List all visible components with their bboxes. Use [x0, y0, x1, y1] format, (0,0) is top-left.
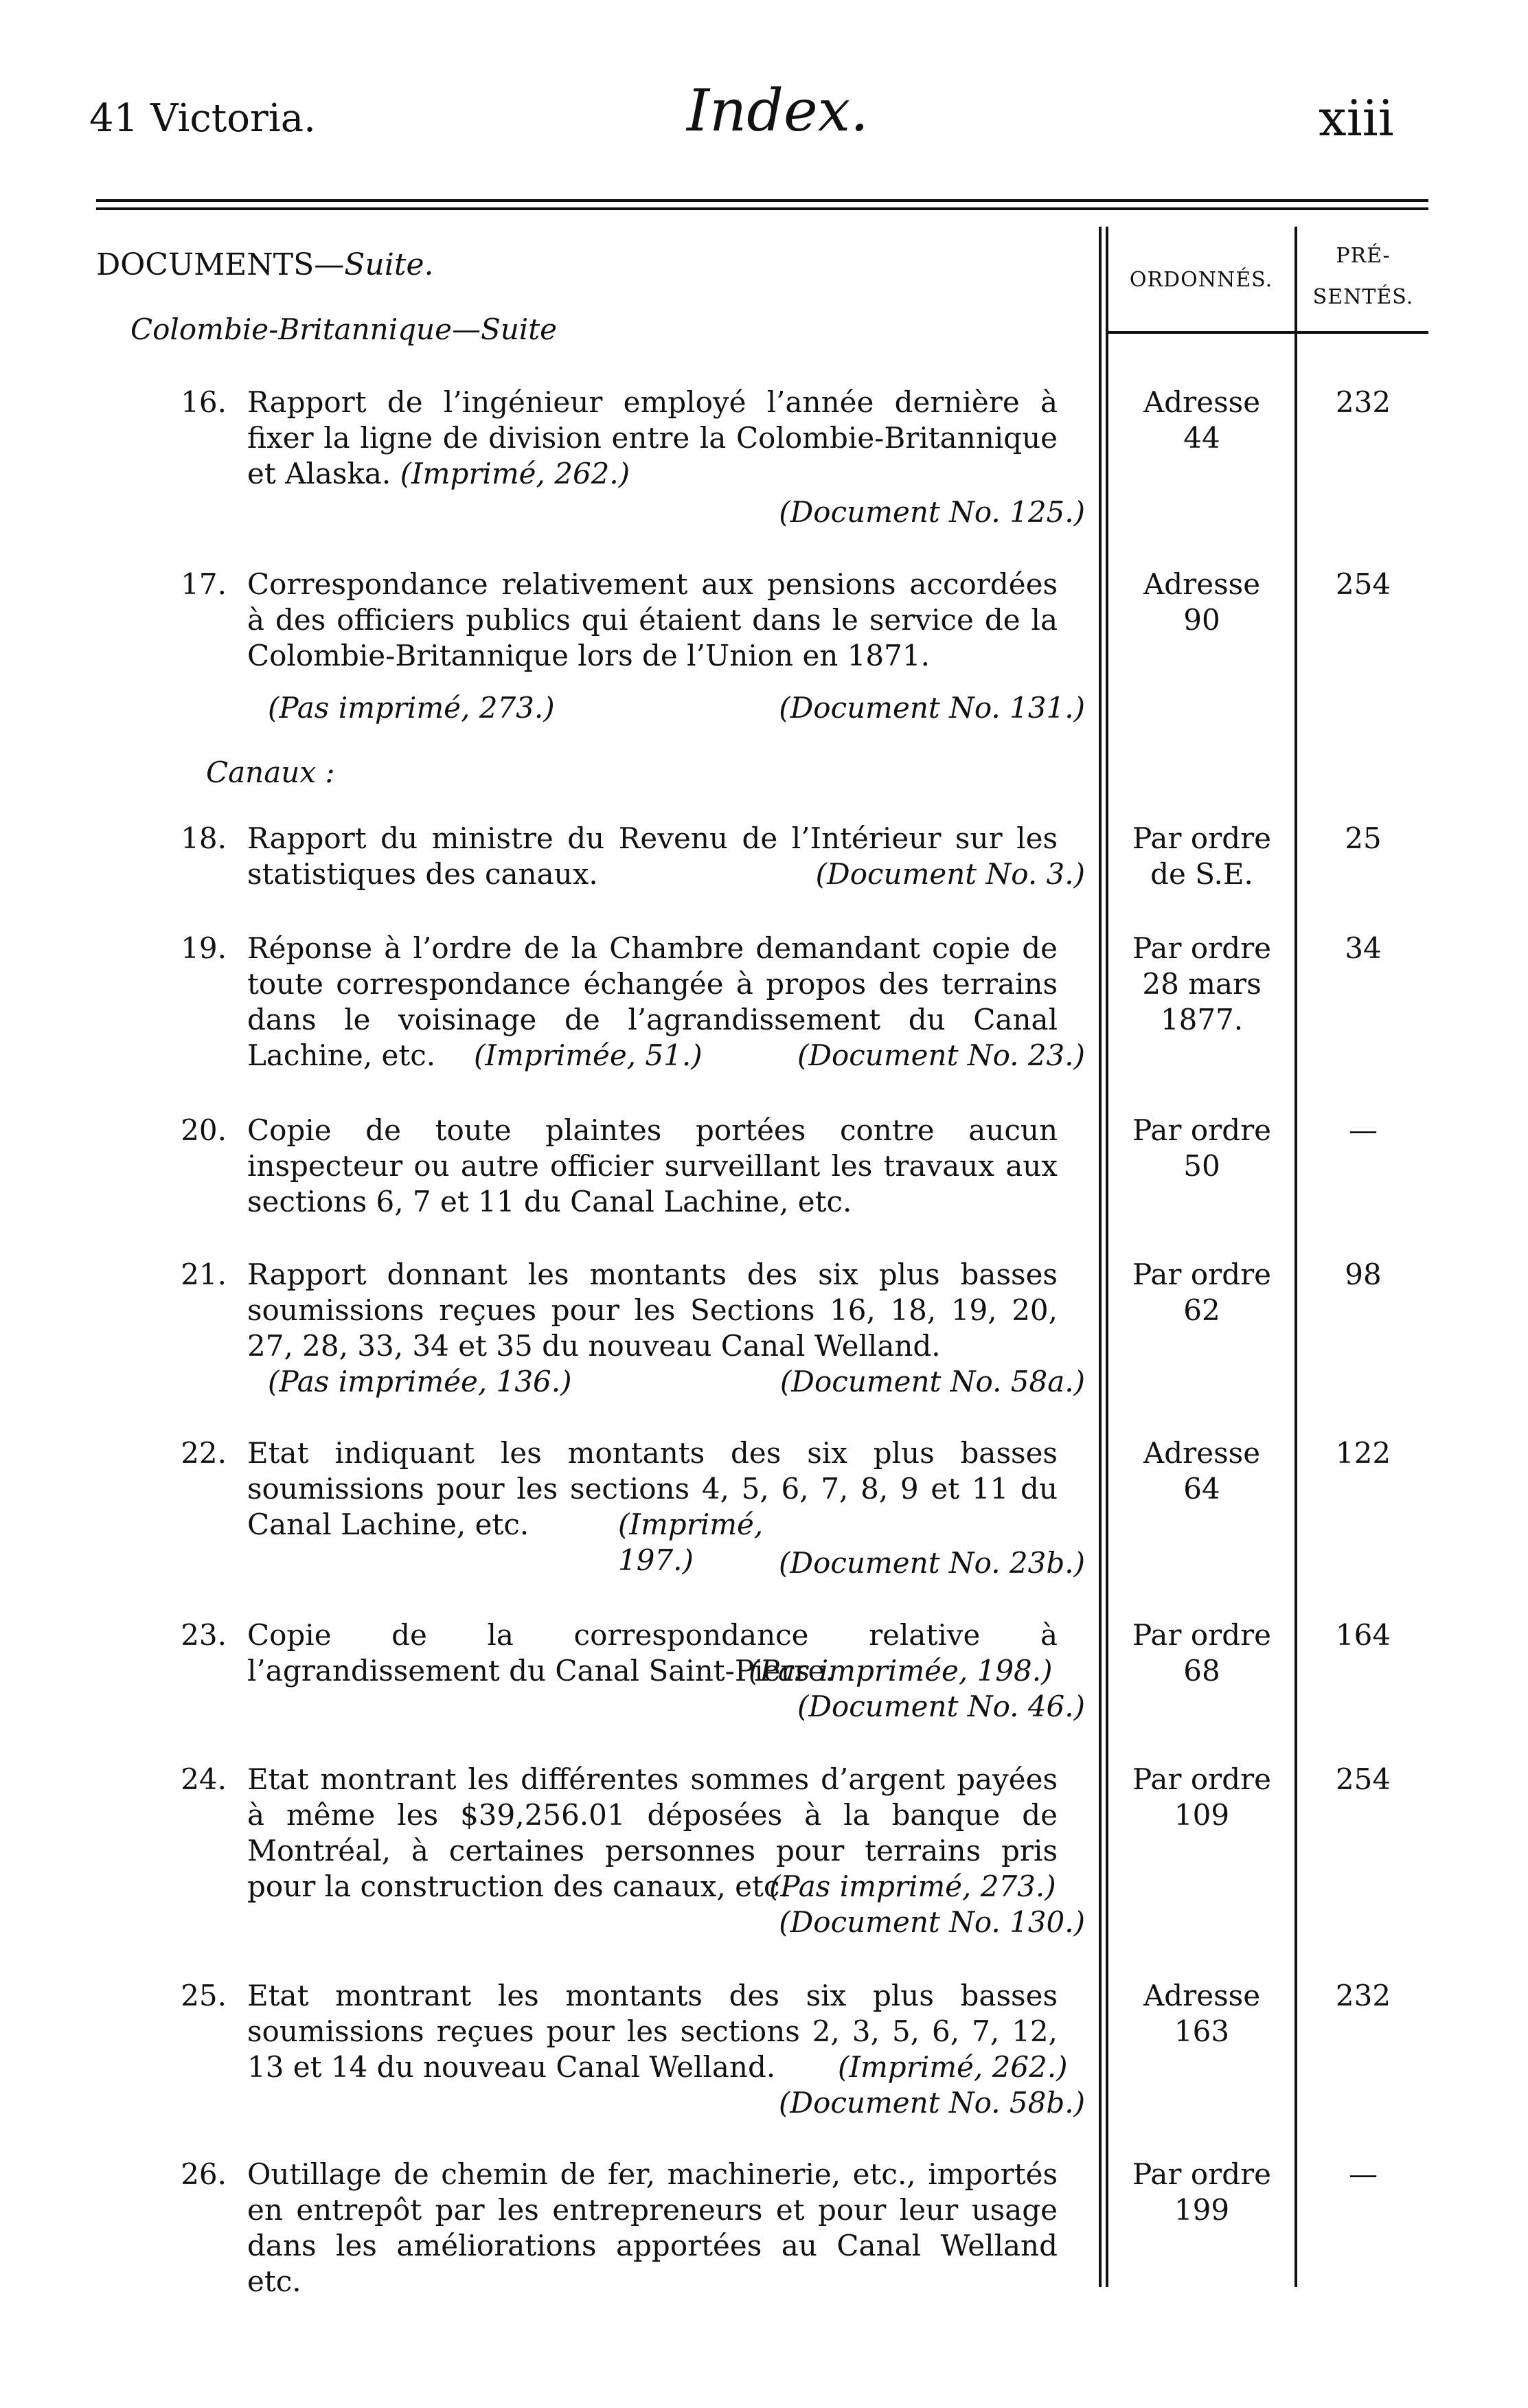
running-head-left: 41 Victoria.: [89, 96, 316, 141]
entry-printed-note: [838, 2049, 1085, 2085]
entry-presented: 98: [1345, 1258, 1382, 1291]
entry-presented: 254: [1335, 1762, 1391, 1796]
entry-presented: —: [1349, 1113, 1378, 1147]
column-divider-text-inner: [1106, 227, 1108, 2287]
document-ref-text: (Document No. 58b.): [779, 2086, 1085, 2120]
entry-text: Rapport du ministre du Revenu de l’Intérieur sur les statistiques des canaux.: [247, 821, 1058, 891]
entry-ordered-line1: Par ordre: [1132, 1113, 1272, 1147]
document-ref-text: (Document No. 131.): [779, 691, 1085, 725]
entry-text: [247, 385, 1058, 492]
printed-note-text: (Imprimée, 51.): [474, 1038, 703, 1072]
subheading-canaux: Canaux :: [206, 756, 335, 789]
entry-number: 23.: [181, 1618, 227, 1652]
entry-ordered-line1: Adresse: [1143, 385, 1261, 419]
printed-note-text: (Imprimé, 197.): [618, 1508, 764, 1577]
entry-document-ref: [398, 1545, 1085, 1581]
entry-number: 25.: [181, 1979, 227, 2012]
entry-number: 22.: [181, 1436, 227, 1470]
entry-printed-note: [749, 1653, 1078, 1689]
entry-document-ref: [398, 1038, 1085, 1074]
entry-document-ref: [398, 2085, 1085, 2121]
entry-ordered-line1: Adresse: [1143, 1436, 1261, 1470]
column-header-presented-line2: SENTÉS.: [1312, 285, 1414, 309]
entry-text: Copie de toute plaintes portées contre aucun inspecteur ou autre officier surveillant les travaux aux sections 6, 7 et 11 du Canal Lachine, etc.: [247, 1113, 1058, 1218]
entry-number: 18.: [181, 821, 227, 855]
entry-ordered-line2: 90: [1183, 603, 1220, 637]
entry-ordered-line2: 64: [1183, 1472, 1220, 1506]
entry-presented: 232: [1335, 385, 1391, 419]
entry-text: Correspondance relativement aux pensions accordées à des officiers publics qui étaient dans le service de la Colombie-Britannique lors de l’Union en 1871.: [247, 567, 1058, 672]
entry-ordered-line1: Par ordre: [1132, 1618, 1272, 1652]
entry-ordered-line2: 109: [1174, 1798, 1230, 1832]
printed-note-text: (Pas imprimée, 198.): [749, 1654, 1053, 1688]
printed-note-text: (Imprimé, 262.): [838, 2050, 1068, 2084]
entry-description: Rapport de l’ingénieur employé l’année dernière à fixer la ligne de division entre la Colombie-Britannique et Alaska.: [247, 385, 1058, 490]
entry-ordered-line2: de S.E.: [1150, 857, 1253, 891]
entry-ordered-line1: Par ordre: [1132, 1762, 1272, 1796]
entry-number: 20.: [181, 1113, 227, 1147]
entry-printed-note: (Imprimé, 262.): [400, 457, 630, 490]
column-divider-text: [1099, 227, 1102, 2287]
document-ref-text: (Document No. 58a.): [779, 1365, 1085, 1398]
entry-ordered-line2: 62: [1183, 1293, 1220, 1327]
entry-text: Etat indiquant les montants des six plus basses soumissions pour les sections 4, 5, 6, 7, 8, 9 et 11 du Canal Lachine, etc.: [247, 1436, 1058, 1541]
column-header-rule: [1106, 331, 1428, 334]
entry-text: Réponse à l’ordre de la Chambre demandant copie de toute correspondance échangée à propos des terrains dans le voisinage de l’agrandissement du Canal Lachine, etc.: [247, 931, 1058, 1072]
printed-note-text: (Pas imprimée, 136.): [268, 1365, 572, 1398]
entry-ordered-line2: 50: [1183, 1149, 1220, 1183]
entry-presented: 34: [1345, 931, 1382, 965]
entry-presented: —: [1349, 2157, 1378, 2191]
entry-ordered-line1: Par ordre: [1132, 821, 1272, 855]
entry-printed-note: [769, 1869, 1085, 1905]
entry-document-ref: [398, 856, 1085, 892]
section-title: [96, 247, 434, 282]
header-rule-bottom: [96, 207, 1428, 210]
entry-presented: 122: [1335, 1436, 1391, 1470]
entry-document-ref: [398, 1689, 1085, 1725]
entry-ordered-line1: Par ordre: [1132, 1258, 1272, 1291]
document-ref-text: (Document No. 23.): [797, 1038, 1085, 1072]
entry-ordered-line1: Par ordre: [1132, 931, 1272, 965]
entry-number: 19.: [181, 931, 227, 965]
document-ref-text: (Document No. 3.): [815, 857, 1085, 891]
printed-note-text: (Pas imprimé, 273.): [268, 691, 555, 725]
entry-presented: 164: [1335, 1618, 1391, 1652]
entry-document-ref: [398, 495, 1085, 530]
entry-ordered-line1: Adresse: [1143, 1979, 1261, 2012]
entry-text: Etat montrant les montants des six plus basses soumissions reçues pour les sections 2, 3, 5, 6, 7, 12, 13 et 14 du nouveau Canal Welland.: [247, 1979, 1058, 2084]
entry-number: 17.: [181, 567, 227, 601]
page-number: xiii: [1319, 89, 1394, 147]
entry-number: 24.: [181, 1762, 227, 1796]
entry-text: Etat montrant les différentes sommes d’argent payées à même les $39,256.01 déposées à la banque de Montréal, à certaines personnes pour terrains pris pour la construction des canaux, etc.: [247, 1762, 1058, 1903]
entry-presented: 232: [1335, 1979, 1391, 2012]
entry-ordered-line2: 68: [1183, 1654, 1220, 1688]
entry-text: Outillage de chemin de fer, machinerie, etc., importés en entrepôt par les entrepreneurs et pour leur usage dans les améliorations apportées au Canal Welland etc.: [247, 2157, 1058, 2298]
entry-ordered-line2: 163: [1174, 2014, 1230, 2048]
entry-ordered-line1: Par ordre: [1132, 2157, 1272, 2191]
entry-presented: 25: [1345, 821, 1382, 855]
document-ref-text: (Document No. 125.): [779, 495, 1085, 529]
printed-note-text: (Pas imprimé, 273.): [769, 1870, 1056, 1903]
entry-ordered-line2: 44: [1183, 421, 1220, 455]
subsection-title: Colombie-Britannique—Suite: [130, 313, 557, 346]
entry-document-ref: [398, 1905, 1085, 1940]
document-ref-text: (Document No. 130.): [779, 1905, 1085, 1939]
document-ref-text: (Document No. 46.): [797, 1690, 1085, 1723]
running-head-title: Index.: [687, 77, 869, 144]
entry-ordered-line2: 199: [1174, 2193, 1230, 2227]
entry-text: Copie de la correspondance relative à l’agrandissement du Canal Saint-Pierre.: [247, 1618, 1058, 1688]
entry-ordered-line3: 1877.: [1160, 1003, 1244, 1036]
section-title-main: DOCUMENTS: [96, 247, 315, 282]
entry-number: 26.: [181, 2157, 227, 2191]
entry-number: 16.: [181, 385, 227, 419]
section-title-suffix: —Suite.: [314, 247, 434, 282]
entry-ordered-line2: 28 mars: [1142, 967, 1262, 1001]
column-header-ordered: ORDONNÉS.: [1129, 268, 1273, 292]
entry-text: Rapport donnant les montants des six plus basses soumissions reçues pour les Sections 16, 18, 19, 20, 27, 28, 33, 34 et 35 du nouveau Canal Welland.: [247, 1258, 1058, 1363]
entry-number: 21.: [181, 1258, 227, 1291]
entry-presented: 254: [1335, 567, 1391, 601]
column-header-presented-line1: PRÉ-: [1336, 244, 1391, 268]
entry-ordered-line1: Adresse: [1143, 567, 1261, 601]
header-rule-top: [96, 199, 1428, 202]
entry-document-ref: [398, 1364, 1085, 1400]
entry-document-ref: [398, 690, 1085, 726]
document-ref-text: (Document No. 23b.): [779, 1546, 1085, 1580]
